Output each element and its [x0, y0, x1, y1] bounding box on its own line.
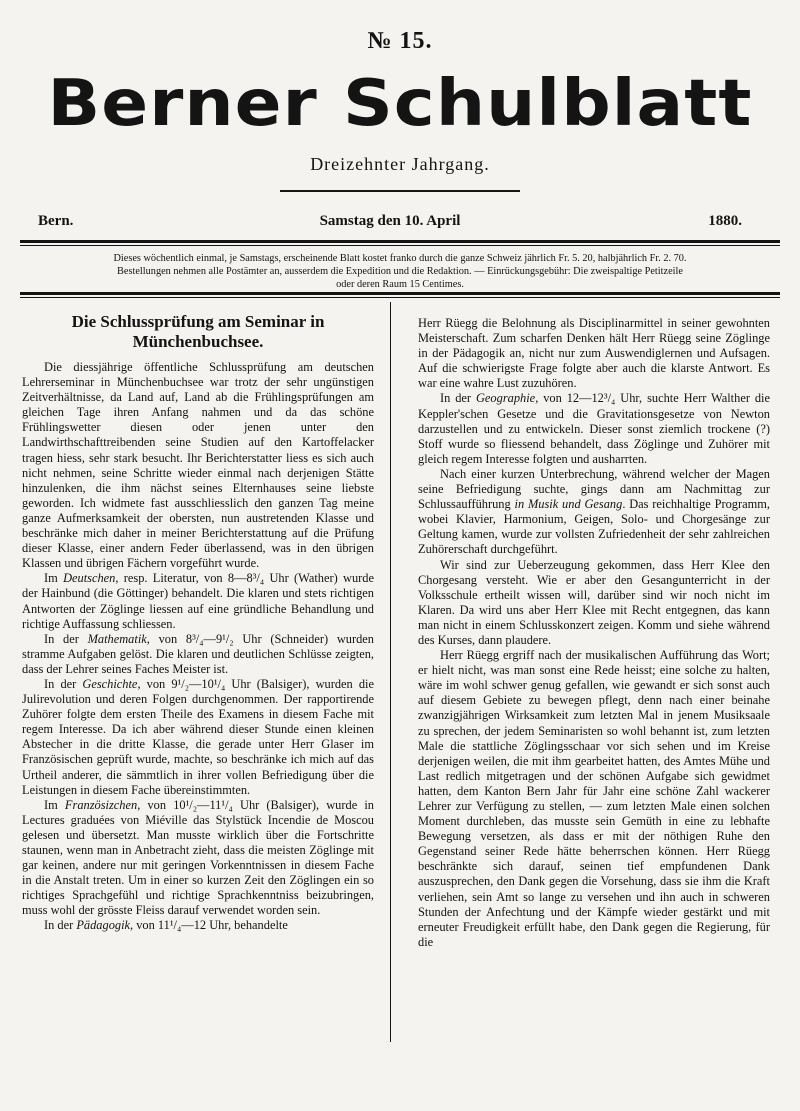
article-column-right	[418, 316, 770, 950]
article-paragraph	[22, 798, 374, 919]
masthead-title: Berner Schulblatt	[47, 67, 753, 141]
paragraph-text: Wir sind zur Ueberzeugung gekommen, dass Herr Klee den Chorgesang versteht. Wie er aber den Gesangunterricht in der Volksschule ertheilt wissen will, darüber sind wir noch nicht im Klaren. Da wird uns aber Herr Klee mit Recht entgegnen, das kann man nicht in einem Schlusskonzert zeigen. Komm und siehe während des Kurses, dann plaudere.	[418, 557, 770, 647]
article-title: Die Schlussprüfung am Seminar in Münchenbuchsee.	[71, 312, 325, 351]
article-paragraph	[418, 316, 770, 391]
article-paragraph	[418, 558, 770, 649]
dateline-place: Bern.	[38, 213, 74, 229]
article-paragraph	[418, 391, 770, 466]
issue-number: № 15.	[367, 28, 433, 54]
subject-name: Französizchen	[64, 797, 138, 812]
title-divider	[280, 190, 520, 192]
article-paragraph	[418, 467, 770, 558]
article-paragraph	[418, 648, 770, 950]
notice-bottom-rule	[20, 292, 780, 298]
paragraph-text: Herr Rüegg ergriff nach der musikalischen Aufführung das Wort; er hielt nicht, was man sonst eine Rede heisst; eine solche zu halten, wäre im wohl schwer genug gefallen, wie gewandt er sich sonst auch auf diesem Gebiete zu bewegen pflegt, denn nach einer beinahe zwanzigjährigen Wirksamkeit zum letzten Mal in jenem Musiksaale zu sprechen, der jedem Seminaristen so wohl behannt ist, zum letzten Male die stattliche Zöglingsschaar vor sich sehen und im Kreise derjenigen weilen, die mit ihm gearbeitet hatten, des Amtes Mühe und Last redlich mitgetragen und der schönen Aufgabe sich gewidmet hatten, dem Kanton Bern Jahr für Jahr eine schöne Zahl wackerer Lehrer zur Verfügung zu stellen, — zum letzten Male einen solchen Moment durchleben, das musste sein Gemüth in eine zu lebhafte Bewegung versetzen, als dass er mit der nöthigen Ruhe den Gegenstand seiner Rede hätte beherrschen können. Herr Rüegg beschränkte sich darauf, seinen tief empfundenen Dank auszusprechen, den Dank gegen die Vorsehung, dass sie ihm die Kraft verliehen, sein Amt so lange zu versehen und ihn auch in schweren Stunden der Anfechtung und der Kämpfe wieder gestärkt und mit erneuter Freudigkeit erfüllt habe, den Dank gegen die Regierung, für die	[418, 648, 770, 949]
paragraph-text: Im	[44, 571, 64, 586]
article-paragraph	[22, 571, 374, 631]
column-divider	[390, 302, 391, 1042]
subject-name: in Musik und Gesang	[514, 497, 623, 512]
subject-name: Geschichte	[82, 676, 138, 691]
article-paragraph	[22, 632, 374, 677]
article-paragraph	[22, 677, 374, 798]
paragraph-text: , von 11¹/₄—12 Uhr, behandelte	[130, 918, 288, 933]
notice-top-rule	[20, 240, 780, 246]
subscription-notice	[22, 252, 778, 291]
subject-name: Geographie	[475, 391, 536, 406]
volume-subtitle: Dreizehnter Jahrgang.	[310, 154, 490, 174]
paragraph-text: In der	[44, 631, 88, 646]
paragraph-text: , von 8³/₄—9¹/₂ Uhr (Schneider) wurden stramme Aufgaben gelöst. Die klaren und deutlichen Schlüsse zeigten, dass der Lehrer seines Faches Meister ist.	[22, 631, 374, 676]
dateline-year: 1880.	[708, 213, 742, 229]
paragraph-text: Herr Rüegg die Belohnung als Disciplinarmittel in seiner gewohnten Meisterschaft. Zum scharfen Denken hält Herr Rüegg seine Zöglinge in der Pädagogik an, nicht nur zum Auswendiglernen und Aufsagen. Auf die schwierigste Frage folgte aber auch die klarste Antwort. Es war eine wahre Lust zuzuhören.	[418, 316, 770, 391]
dateline-date: Samstag den 10. April	[319, 213, 461, 229]
notice-line: Dieses wöchentlich einmal, je Samstags, erscheinende Blatt kostet franko durch die ganze Schweiz jährlich Fr. 5. 20, halbjährlich Fr. 2. 70.	[113, 253, 687, 264]
article-paragraph	[22, 918, 374, 933]
article-paragraph	[22, 360, 374, 571]
paragraph-text: . Das reichhaltige Programm, wobei Klavier, Harmonium, Geigen, Solo- und Chorgesänge zur Geltung kamen, wurde zur vollsten Zufriedenheit der sehr zahlreichen Zuhörerschaft durchgeführt.	[418, 497, 770, 557]
notice-line: oder deren Raum 15 Centimes.	[336, 279, 464, 290]
notice-line: Bestellungen nehmen alle Postämter an, ausserdem die Expedition und die Redaktion. — Einrückungsgebühr: Die zweispaltige Petitzeile	[117, 266, 683, 277]
paragraph-text: , von 9¹/₂—10¹/₄ Uhr (Balsiger), wurden die Julirevolution und deren Folgen durchgenommen. Der rapportirende Zuhörer folgte dem ersten Theile des Examens in diesem Fache mit regem Interesse. Da ich aber während dieser Stunde einen kleinen Abstecher in die dritte Klasse, die gerade unter Herr Glaser im Französischen geprüft wurde, machte, so beschränke ich mich auf das Urtheil anderer, die sämmtlich in ihrer vollen Befriedigung über die Leistungen in diesem Fache übereinstimmten.	[22, 676, 374, 797]
paragraph-text: , von 10¹/₂—11¹/₄ Uhr (Balsiger), wurde in Lectures graduées von Miéville das Stylstück Incendie de Moscou gelesen und übersetzt. Man musste wirklich über die Fortschritte staunen, wenn man in Anbetracht zieht, dass die meisten Zöglinge mit gar keinen, andere nur mit geringen Vorkenntnissen in diesem Fache in die Anstalt treten. Um in einer so kurzen Zeit den Zöglingen ein so richtiges Sprachgefühl und richtige Sprachkenntniss beizubringen, muss wohl der grösste Fleiss darauf verwendet worden sein.	[22, 797, 374, 918]
paragraph-text: In der	[440, 391, 476, 406]
dateline	[38, 213, 742, 233]
subject-name: Mathematik	[87, 631, 147, 646]
paragraph-text: Im	[44, 797, 65, 812]
paragraph-text: , resp. Literatur, von 8—8³/₄ Uhr (Wather) wurde der Hainbund (die Göttinger) behandelt. Die klaren und stets richtigen Antworten der Zöglinge liessen auf eine gründliche Behandlung und richtige Auffassung schliessen.	[22, 571, 374, 631]
paragraph-text: In der	[44, 676, 83, 691]
subject-name: Pädagogik	[76, 918, 131, 933]
subject-name: Deutschen	[63, 571, 116, 586]
article-column-left	[22, 312, 374, 934]
paragraph-text: In der	[44, 918, 77, 933]
paragraph-text: , von 12—12³/₄ Uhr, suchte Herr Walther die Keppler'schen Gesetze und die Gravitationsgesetze von Newton darzustellen und zu entwickeln. Dieser sonst ziemlich trockene (?) Stoff wurde so fliessend behandelt, dass Zöglinge und Zuhörer mit gleich regem Interesse folgten und ausharrten.	[418, 391, 770, 466]
paragraph-text: Die diessjährige öffentliche Schlussprüfung am deutschen Lehrerseminar in Münchenbuchsee war trotz der sehr ungünstigen Zeitverhältnisse, da Land auf, Land ab die Frühlingsprüfungen am gleichen Tage ihren Anfang nahmen und da das schöne Frühlingswetter diesen oder jenen unter den Landwirthschafttreibenden seine Studien auf den Kartoffelacker tragen hiess, sehr stark besucht. Ihr Berichterstatter liess es sich auch nicht nehmen, seine Schritte wieder einmal nach derjenigen Stätte hinzulenken, die ihm nächst seines Elternhauses seine liebste geworden. Ich widmete fast ausschliesslich den ganzen Tag meine ganze Aufmerksamkeit der obersten, nun austretenden Klasse und beschränke mich daher in meiner Berichterstattung auf die Prüfung dieser Klasse, einer andern Feder überlassend, was in den übrigen Klassen und übrigen Fächern vorgeführt wurde.	[22, 360, 374, 571]
paragraph-text: Nach einer kurzen Unterbrechung, während welcher der Magen seine Befriedigung suchte, gings dann am Nachmittag zur Schlussaufführung	[418, 466, 770, 512]
